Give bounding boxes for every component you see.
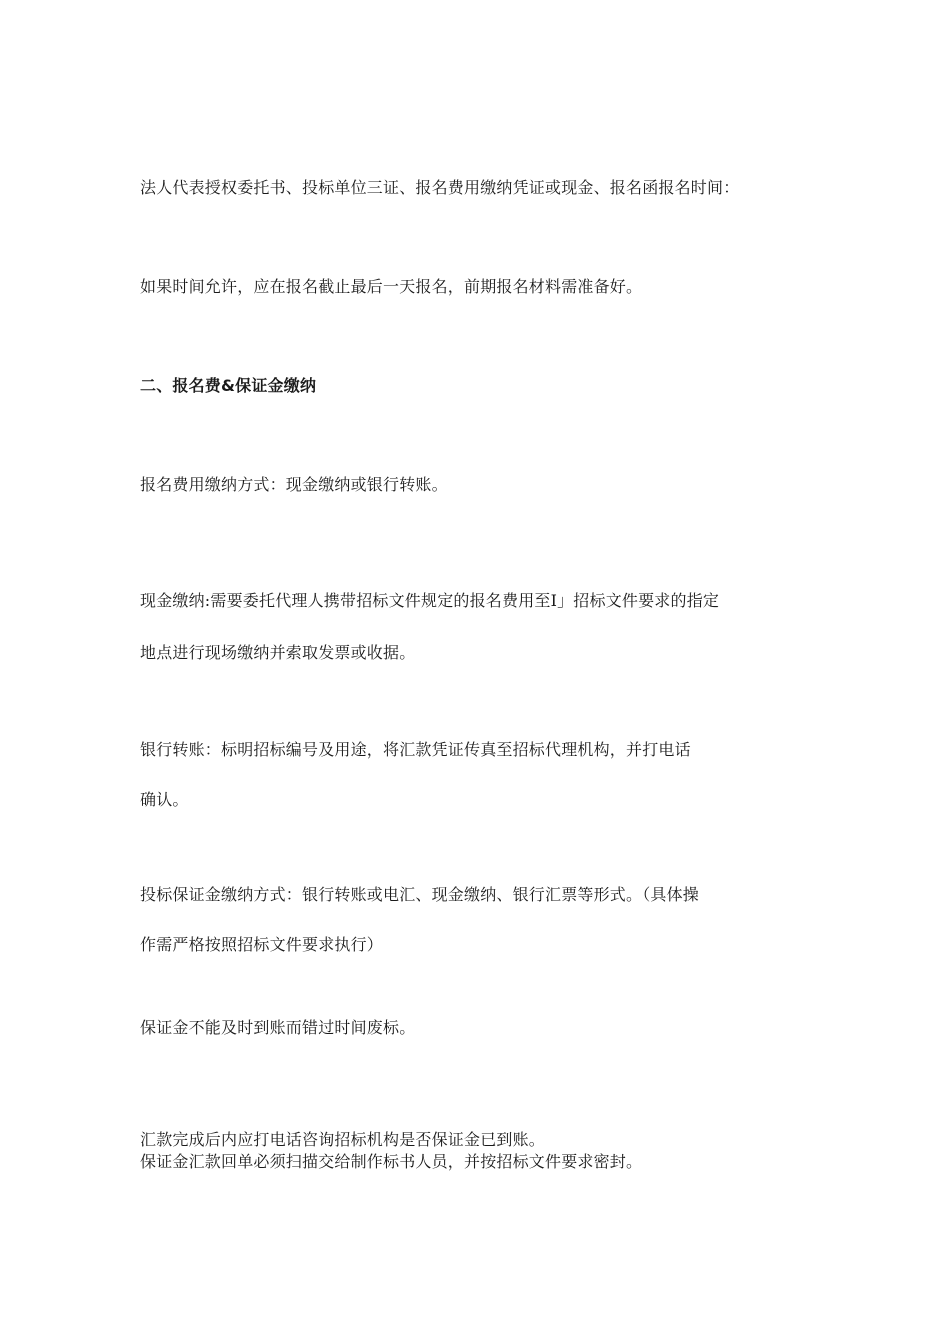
section-heading-fees-deposit: 二、报名费&保证金缴纳: [140, 376, 317, 395]
bank-transfer-line-2: 确认。: [140, 790, 189, 809]
cash-payment-line-1: 现金缴纳:需要委托代理人携带招标文件规定的报名费用至I」招标文件要求的指定: [140, 591, 720, 610]
registration-materials-line: 法人代表授权委托书、投标单位三证、报名费用缴纳凭证或现金、报名函报名时间：: [140, 178, 740, 197]
bank-transfer-line-1: 银行转账：标明招标编号及用途，将汇款凭证传真至招标代理机构，并打电话: [140, 740, 691, 759]
cash-payment-line-2: 地点进行现场缴纳并索取发票或收据。: [140, 643, 416, 662]
remittance-confirm-line: 汇款完成后内应打电话咨询招标机构是否保证金已到账。: [140, 1130, 546, 1149]
deposit-late-warning-line: 保证金不能及时到账而错过时间废标。: [140, 1018, 416, 1037]
fee-payment-methods-line: 报名费用缴纳方式：现金缴纳或银行转账。: [140, 475, 448, 494]
deposit-methods-line-1: 投标保证金缴纳方式：银行转账或电汇、现金缴纳、银行汇票等形式。（具体操: [140, 885, 700, 904]
registration-time-advice-line: 如果时间允许，应在报名截止最后一天报名，前期报名材料需准备好。: [140, 277, 643, 296]
remittance-receipt-line: 保证金汇款回单必须扫描交给制作标书人员，并按招标文件要求密封。: [140, 1152, 643, 1171]
deposit-methods-line-2: 作需严格按照招标文件要求执行）: [140, 935, 384, 954]
